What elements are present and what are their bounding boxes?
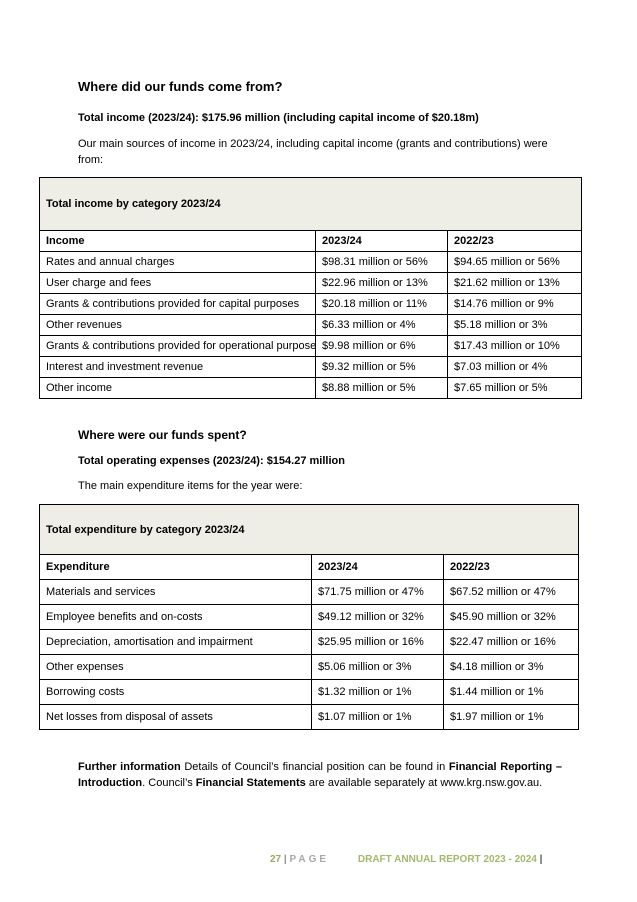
page-footer — [270, 854, 542, 865]
table-cell: $7.65 million or 5% — [448, 378, 582, 399]
table-row — [40, 655, 579, 680]
table-cell: $8.88 million or 5% — [316, 378, 448, 399]
expenditure-table — [39, 504, 579, 730]
table-cell: Rates and annual charges — [40, 252, 316, 273]
table-cell: $67.52 million or 47% — [444, 580, 579, 605]
table-cell: $25.95 million or 16% — [312, 630, 444, 655]
expenditure-table-header-row — [40, 555, 579, 580]
table-cell: Other income — [40, 378, 316, 399]
table-cell: $49.12 million or 32% — [312, 605, 444, 630]
footer-separator: | — [283, 854, 287, 865]
table-cell: $94.65 million or 56% — [448, 252, 582, 273]
further-info-text: are available separately at www.krg.nsw.gov.au. — [305, 777, 543, 789]
table-cell: $22.96 million or 13% — [316, 273, 448, 294]
page-label: PAGE — [289, 854, 330, 865]
table-row — [40, 252, 582, 273]
financial-statements-ref: Financial Statements — [195, 777, 306, 789]
table-cell: $7.03 million or 4% — [448, 357, 582, 378]
table-cell: $5.18 million or 3% — [448, 315, 582, 336]
expenditure-intro: The main expenditure items for the year were: — [78, 480, 303, 492]
table-row — [40, 580, 579, 605]
table-cell: Materials and services — [40, 580, 312, 605]
further-info-lead: Further information — [78, 761, 181, 773]
col-header: 2022/23 — [444, 555, 579, 580]
table-cell: $1.07 million or 1% — [312, 705, 444, 730]
income-table-caption-row — [40, 178, 582, 231]
table-row — [40, 605, 579, 630]
table-cell: $6.33 million or 4% — [316, 315, 448, 336]
section-heading-income: Where did our funds come from? — [78, 79, 283, 94]
table-row — [40, 315, 582, 336]
table-row — [40, 705, 579, 730]
table-cell: Employee benefits and on-costs — [40, 605, 312, 630]
table-cell: $98.31 million or 56% — [316, 252, 448, 273]
further-info-text: . Council’s — [142, 777, 196, 789]
table-cell: $5.06 million or 3% — [312, 655, 444, 680]
table-cell: User charge and fees — [40, 273, 316, 294]
col-header: 2023/24 — [316, 231, 448, 252]
table-cell: $1.97 million or 1% — [444, 705, 579, 730]
expenditure-table-caption: Total expenditure by category 2023/24 — [40, 505, 579, 555]
financial-reporting-ref: Financial Reporting – Introduction — [78, 761, 562, 789]
table-cell: $71.75 million or 47% — [312, 580, 444, 605]
table-cell: $20.18 million or 11% — [316, 294, 448, 315]
table-row — [40, 680, 579, 705]
table-cell: $21.62 million or 13% — [448, 273, 582, 294]
col-header: Income — [40, 231, 316, 252]
table-cell: Other expenses — [40, 655, 312, 680]
table-row — [40, 336, 582, 357]
table-cell: $1.32 million or 1% — [312, 680, 444, 705]
further-information — [78, 759, 562, 791]
table-cell: $9.32 million or 5% — [316, 357, 448, 378]
table-cell: $9.98 million or 6% — [316, 336, 448, 357]
col-header: 2023/24 — [312, 555, 444, 580]
table-row — [40, 273, 582, 294]
table-cell: Grants & contributions provided for operational purpose — [40, 336, 316, 357]
table-row — [40, 378, 582, 399]
table-cell: $14.76 million or 9% — [448, 294, 582, 315]
col-header: Expenditure — [40, 555, 312, 580]
expenditure-table-caption-row — [40, 505, 579, 555]
table-cell: Interest and investment revenue — [40, 357, 316, 378]
table-cell: Net losses from disposal of assets — [40, 705, 312, 730]
table-cell: $4.18 million or 3% — [444, 655, 579, 680]
table-cell: Depreciation, amortisation and impairment — [40, 630, 312, 655]
table-cell: $17.43 million or 10% — [448, 336, 582, 357]
report-title: DRAFT ANNUAL REPORT 2023 - 2024 — [357, 854, 537, 865]
table-cell: Grants & contributions provided for capital purposes — [40, 294, 316, 315]
table-row — [40, 294, 582, 315]
income-table-caption: Total income by category 2023/24 — [40, 178, 582, 231]
further-info-text: Details of Council’s financial position can be found in — [180, 761, 449, 773]
income-intro: Our main sources of income in 2023/24, including capital income (grants and contributions) were from: — [78, 138, 548, 166]
table-cell: $1.44 million or 1% — [444, 680, 579, 705]
income-table-header-row — [40, 231, 582, 252]
section-heading-spent: Where were our funds spent? — [78, 428, 247, 442]
total-income-line: Total income (2023/24): $175.96 million (including capital income of $20.18m) — [78, 112, 479, 124]
table-row — [40, 357, 582, 378]
table-cell: Borrowing costs — [40, 680, 312, 705]
total-expenses-line: Total operating expenses (2023/24): $154.27 million — [78, 455, 345, 467]
income-table — [39, 177, 582, 399]
table-row — [40, 630, 579, 655]
col-header: 2022/23 — [448, 231, 582, 252]
table-cell: $45.90 million or 32% — [444, 605, 579, 630]
page-number: 27 — [270, 854, 282, 865]
table-cell: $22.47 million or 16% — [444, 630, 579, 655]
footer-end-bar: | — [539, 854, 543, 865]
table-cell: Other revenues — [40, 315, 316, 336]
